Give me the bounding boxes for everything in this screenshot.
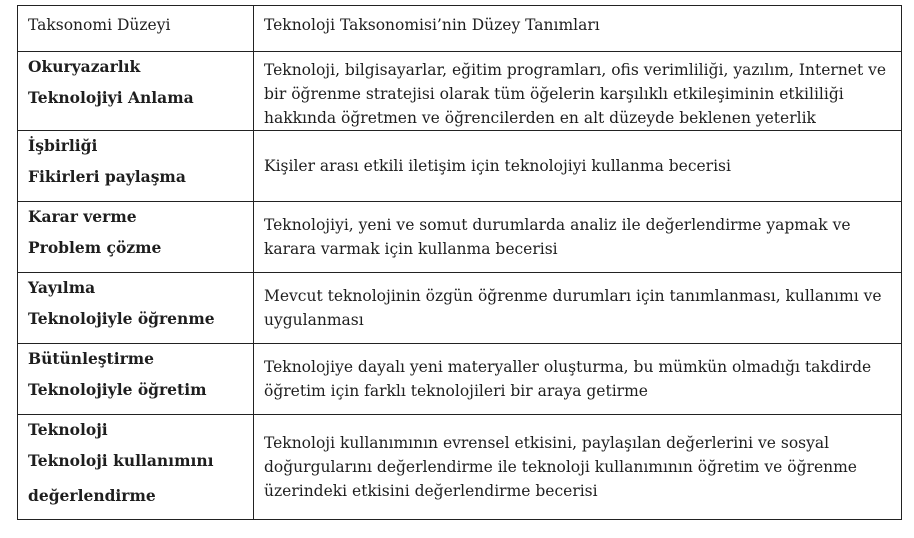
level-cell [18,415,254,520]
level-cell [18,202,254,273]
header-row [18,6,902,52]
level-cell [18,344,254,415]
header-level-definitions: Teknoloji Taksonomisi’nin Düzey Tanımları [254,6,902,52]
level-title: Bütünleştirme [28,349,155,368]
level-subtitle: Teknolojiyle öğrenme [28,309,215,328]
header-taxonomy-level: Taksonomi Düzeyi [18,6,254,52]
level-description: Mevcut teknolojinin özgün öğrenme durumları için tanımlanması, kullanımı ve uygulanması [254,273,902,344]
level-cell [18,273,254,344]
taxonomy-table [17,5,902,520]
level-cell [18,52,254,131]
level-description: Teknolojiye dayalı yeni materyaller oluşturma, bu mümkün olmadığı takdirde öğretim için farklı teknolojileri bir araya getirme [254,344,902,415]
level-description: Teknoloji, bilgisayarlar, eğitim programları, ofis verimliliği, yazılım, Internet ve bir öğrenme stratejisi olarak tüm öğelerin karşılıklı etkileşiminin etkililiği hakkında öğretmen ve öğrencilerden en alt düzeyde beklenen yeterlik [254,52,902,131]
table-row [18,131,902,202]
table-row [18,344,902,415]
table-row [18,202,902,273]
level-subtitle: Teknoloji kullanımını [28,451,214,470]
level-description: Teknoloji kullanımının evrensel etkisini, paylaşılan değerlerini ve sosyal doğurgularını değerlendirme ile teknoloji kullanımının öğretim ve öğrenme üzerindeki etkisini değerlendirme becerisi [254,415,902,520]
level-subtitle: Teknolojiyi Anlama [28,88,194,107]
level-title: Yayılma [28,278,96,297]
table-row [18,273,902,344]
level-title: Karar verme [28,207,137,226]
level-description: Teknolojiyi, yeni ve somut durumlarda analiz ile değerlendirme yapmak ve karara varmak için kullanma becerisi [254,202,902,273]
level-title: Okuryazarlık [28,57,141,76]
level-subtitle: Problem çözme [28,238,162,257]
level-description: Kişiler arası etkili iletişim için teknolojiyi kullanma becerisi [254,131,902,202]
table-row [18,52,902,131]
level-subtitle: Fikirleri paylaşma [28,167,186,186]
table-row [18,415,902,520]
level-title: Teknoloji [28,420,108,439]
level-subtitle: Teknolojiyle öğretim [28,380,207,399]
level-title: İşbirliği [28,136,98,155]
level-subtitle-continued: değerlendirme [28,486,156,505]
level-cell [18,131,254,202]
